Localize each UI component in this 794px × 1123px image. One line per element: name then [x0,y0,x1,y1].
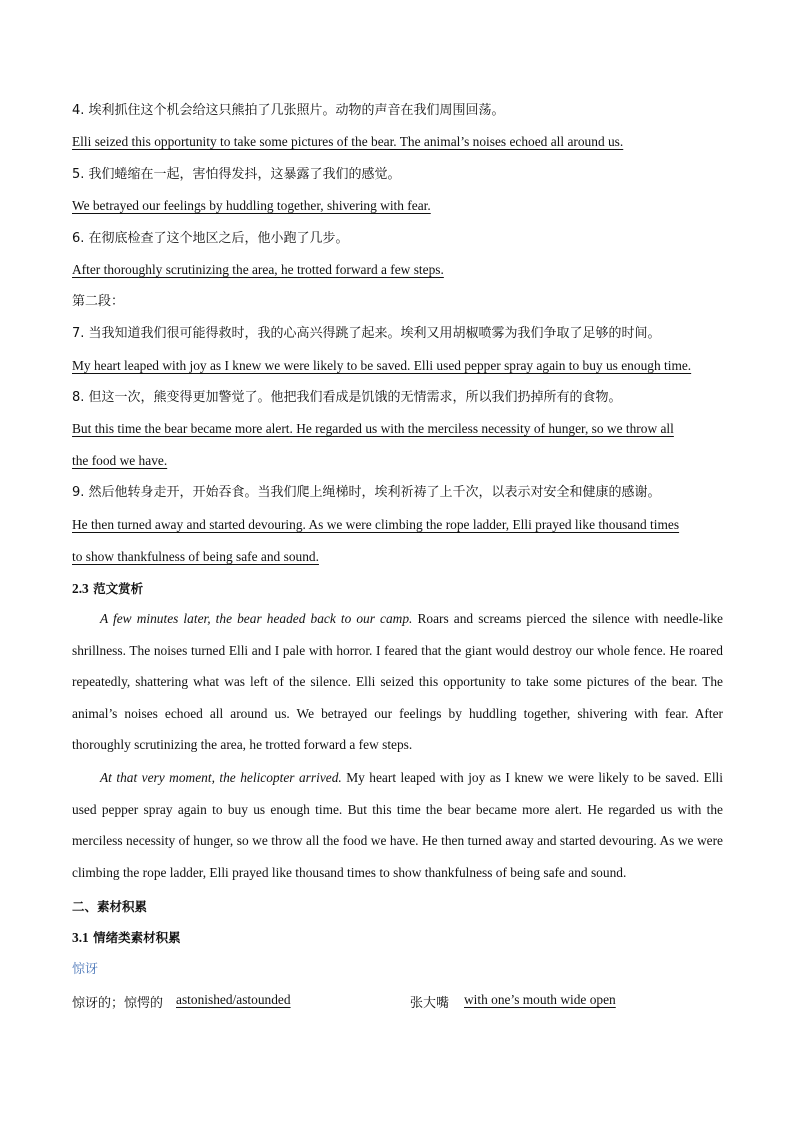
sentence-4-english-text: Elli seized this opportunity to take some pictures of the bear. The animal’s noises echoed all around us. [72,134,624,149]
sentence-5-english [72,197,724,215]
sentence-4-chinese: 4. 埃利抓住这个机会给这只熊拍了几张照片。动物的声音在我们周围回荡。 [72,103,505,118]
sentence-8-english-text-2: the food we have. [72,453,168,468]
sentence-9-english-text-1: He then turned away and started devouring. As we were climbing the rope ladder, Elli prayed like thousand times [72,517,680,532]
sentence-9-chinese: 9. 然后他转身走开，开始吞食。当我们爬上绳梯时，埃利祈祷了上千次，以表示对安全和健康的感谢。 [72,485,661,500]
sentence-9-english-line-2 [72,548,724,566]
paragraph-1-lead-sentence: A few minutes later, the bear headed back to our camp. [100,611,413,626]
vocab-1-english: astonished/astounded [176,992,291,1007]
paragraph-2-body: My heart leaped with joy as I knew we were likely to be saved. Elli used pepper spray again to buy us enough time. But this time the bear became more alert. He regarded us with the merciless necessity of hunger, so we throw all the food we have. He then turned away and started devouring. As we were climbing the rope ladder, Elli prayed like thousand times to show thankfulness of being safe and sound. [72,770,723,880]
heading-material-accumulation: 二、素材积累 [72,899,148,914]
sentence-8-english-line-2 [72,452,724,470]
model-essay-paragraph-2 [72,762,723,888]
sentence-7-english-text: My heart leaped with joy as I knew we were likely to be saved. Elli used pepper spray again to buy us enough time. [72,358,692,373]
section-2-label: 第二段： [72,294,125,309]
vocab-2-chinese: 张大嘴 [410,996,450,1011]
sentence-4-english [72,133,724,151]
vocab-1-chinese: 惊讶的；惊愕的 [72,996,164,1011]
sentence-7-chinese: 7. 当我知道我们很可能得救时，我的心高兴得跳了起来。埃利又用胡椒喷雾为我们争取了足够的时间。 [72,326,661,341]
heading-3-1-title: 情绪类素材积累 [93,930,181,945]
sentence-6-english-text: After thoroughly scrutinizing the area, he trotted forward a few steps. [72,262,444,277]
heading-3-1-number: 3.1 [72,930,89,945]
sentence-9-english-line-1 [72,516,724,534]
sentence-9-english-text-2: to show thankfulness of being safe and sound. [72,549,319,564]
heading-2-3-number: 2.3 [72,581,89,596]
paragraph-2-lead-sentence: At that very moment, the helicopter arrived. [100,770,342,785]
sentence-8-english-line-1 [72,420,724,438]
model-essay-paragraph-1 [72,603,723,761]
vocab-row [72,992,723,1012]
sentence-5-english-text: We betrayed our feelings by huddling together, shivering with fear. [72,198,431,213]
heading-3-1 [72,929,724,947]
category-surprise: 惊讶 [72,962,99,977]
sentence-7-english [72,357,724,375]
heading-2-3-title: 范文赏析 [93,581,144,596]
sentence-8-chinese: 8. 但这一次，熊变得更加警觉了。他把我们看成是饥饿的无情需求，所以我们扔掉所有的食物。 [72,390,622,405]
sentence-5-chinese: 5. 我们蜷缩在一起，害怕得发抖，这暴露了我们的感觉。 [72,167,401,182]
sentence-8-english-text-1: But this time the bear became more alert. He regarded us with the merciless necessity of hunger, so we throw all [72,421,674,436]
sentence-6-english [72,261,724,279]
paragraph-1-body: Roars and screams pierced the silence with needle-like shrillness. The noises turned Elli and I pale with horror. I feared that the giant would destroy our whole fence. He roared repeatedly, shattering what was left of the silence. Elli seized this opportunity to take some pictures of the bear. The animal’s noises echoed all around us. We betrayed our feelings by huddling together, shivering with fear. After thoroughly scrutinizing the area, he trotted forward a few steps. [72,611,723,753]
sentence-6-chinese: 6. 在彻底检查了这个地区之后，他小跑了几步。 [72,231,349,246]
vocab-2-english: with one’s mouth wide open [464,992,616,1007]
heading-2-3 [72,580,724,598]
